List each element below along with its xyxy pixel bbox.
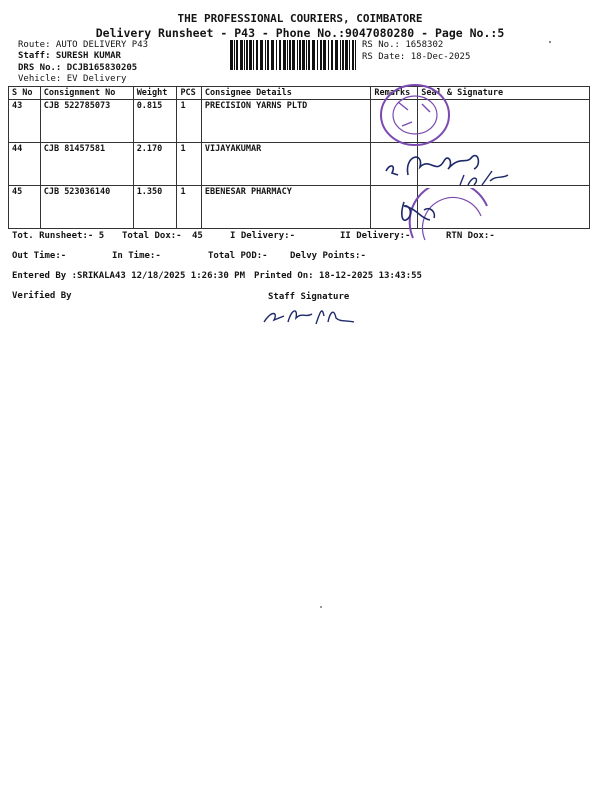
- barcode-bar: [279, 40, 281, 70]
- barcode-bar: [249, 40, 252, 70]
- out-time: Out Time:-: [12, 251, 67, 261]
- barcode-bar: [302, 40, 305, 70]
- barcode-bar: [265, 40, 266, 70]
- header-sno: S No: [9, 87, 41, 100]
- header-remarks: Remarks: [371, 87, 418, 100]
- barcode-bar: [253, 40, 254, 70]
- runsheet-title: Delivery Runsheet - P43 - Phone No.:9047080280 - Page No.:5: [95, 26, 505, 40]
- row-pcs: 1: [177, 143, 201, 186]
- table-row: [9, 100, 590, 143]
- row-sno: 44: [9, 143, 41, 186]
- barcode-bar: [335, 40, 338, 70]
- barcode-bar: [299, 40, 301, 70]
- barcode-bar: [287, 40, 288, 70]
- barcode-bar: [240, 40, 243, 70]
- row-weight: 2.170: [133, 143, 177, 186]
- barcode-bar: [345, 40, 348, 70]
- barcode-bar: [260, 40, 263, 70]
- barcode-bar: [308, 40, 310, 70]
- delvy-points: Delvy Points:-: [290, 251, 366, 261]
- table-row: [9, 186, 590, 229]
- vehicle-info: Vehicle: EV Delivery: [18, 74, 127, 84]
- barcode-bar: [323, 40, 326, 70]
- barcode-bar: [276, 40, 277, 70]
- barcode-bar: [230, 40, 233, 70]
- barcode-bar: [340, 40, 341, 70]
- barcode-bar: [236, 40, 238, 70]
- barcode-bar: [320, 40, 322, 70]
- barcode-bar: [328, 40, 329, 70]
- row-consignment: CJB 522785073: [40, 100, 133, 143]
- barcode-bar: [283, 40, 286, 70]
- header-seal-signature: Seal & Signature: [418, 87, 590, 100]
- rs-date: RS Date: 18-Dec-2025: [362, 52, 471, 62]
- barcode-bar: [331, 40, 333, 70]
- company-name: THE PROFESSIONAL COURIERS, COIMBATORE: [177, 12, 423, 25]
- verified-by: Verified By: [12, 291, 72, 301]
- row-sno: 45: [9, 186, 41, 229]
- printed-on: Printed On: 18-12-2025 13:43:55: [254, 271, 422, 281]
- staff-signature: [262, 302, 358, 328]
- row-consignment: CJB 523036140: [40, 186, 133, 229]
- total-dox-label: Total Dox:-: [122, 231, 182, 241]
- barcode-bar: [306, 40, 307, 70]
- row-pcs: 1: [177, 186, 201, 229]
- barcode-bar: [244, 40, 245, 70]
- barcode-bar: [355, 40, 356, 70]
- row-consignee: VIJAYAKUMAR: [201, 143, 371, 186]
- row-weight: 0.815: [133, 100, 177, 143]
- row-consignee: EBENESAR PHARMACY: [201, 186, 371, 229]
- row-pcs: 1: [177, 100, 201, 143]
- barcode-bar: [352, 40, 354, 70]
- staff-info: Staff: SURESH KUMAR: [18, 51, 121, 61]
- barcode-bar: [234, 40, 235, 70]
- barcode-bar: [246, 40, 248, 70]
- barcode-bar: [267, 40, 269, 70]
- header-pcs: PCS: [177, 87, 201, 100]
- entered-by: Entered By :SRIKALA43 12/18/2025 1:26:30 PM: [12, 271, 245, 281]
- row-weight: 1.350: [133, 186, 177, 229]
- recipient-signature: [396, 196, 442, 226]
- drs-number: DRS No.: DCJB165830205: [18, 63, 138, 73]
- barcode-bar: [312, 40, 315, 70]
- header-weight: Weight: [133, 87, 177, 100]
- tot-runsheet: Tot. Runsheet:- 5: [12, 231, 105, 241]
- route-info: Route: AUTO DELIVERY P43: [18, 40, 149, 50]
- header-consignment: Consignment No: [40, 87, 133, 100]
- rtn-dox: RTN Dox:-: [446, 231, 495, 241]
- header-consignee: Consignee Details: [201, 87, 371, 100]
- barcode-bar: [271, 40, 274, 70]
- barcode-bar: [289, 40, 291, 70]
- rs-number: RS No.: 1658302: [362, 40, 444, 50]
- barcode-image: [230, 40, 356, 70]
- total-pod: Total POD:-: [208, 251, 268, 261]
- barcode-bar: [292, 40, 295, 70]
- barcode-bar: [349, 40, 350, 70]
- barcode-bar: [317, 40, 318, 70]
- i-delivery: I Delivery:-: [230, 231, 296, 241]
- barcode-bar: [256, 40, 258, 70]
- scan-speck: [549, 41, 551, 43]
- total-dox-value: 45: [192, 231, 203, 241]
- barcode-bar: [342, 40, 344, 70]
- handwritten-delivery-note: [382, 145, 512, 191]
- in-time: In Time:-: [112, 251, 161, 261]
- scan-speck: [320, 606, 322, 608]
- courier-stamp-icon: [378, 82, 452, 148]
- row-consignee: PRECISION YARNS PLTD: [201, 100, 371, 143]
- staff-signature-label: Staff Signature: [268, 292, 350, 302]
- barcode-bar: [297, 40, 298, 70]
- ii-delivery: II Delivery:-: [340, 231, 411, 241]
- row-sno: 43: [9, 100, 41, 143]
- row-consignment: CJB 81457581: [40, 143, 133, 186]
